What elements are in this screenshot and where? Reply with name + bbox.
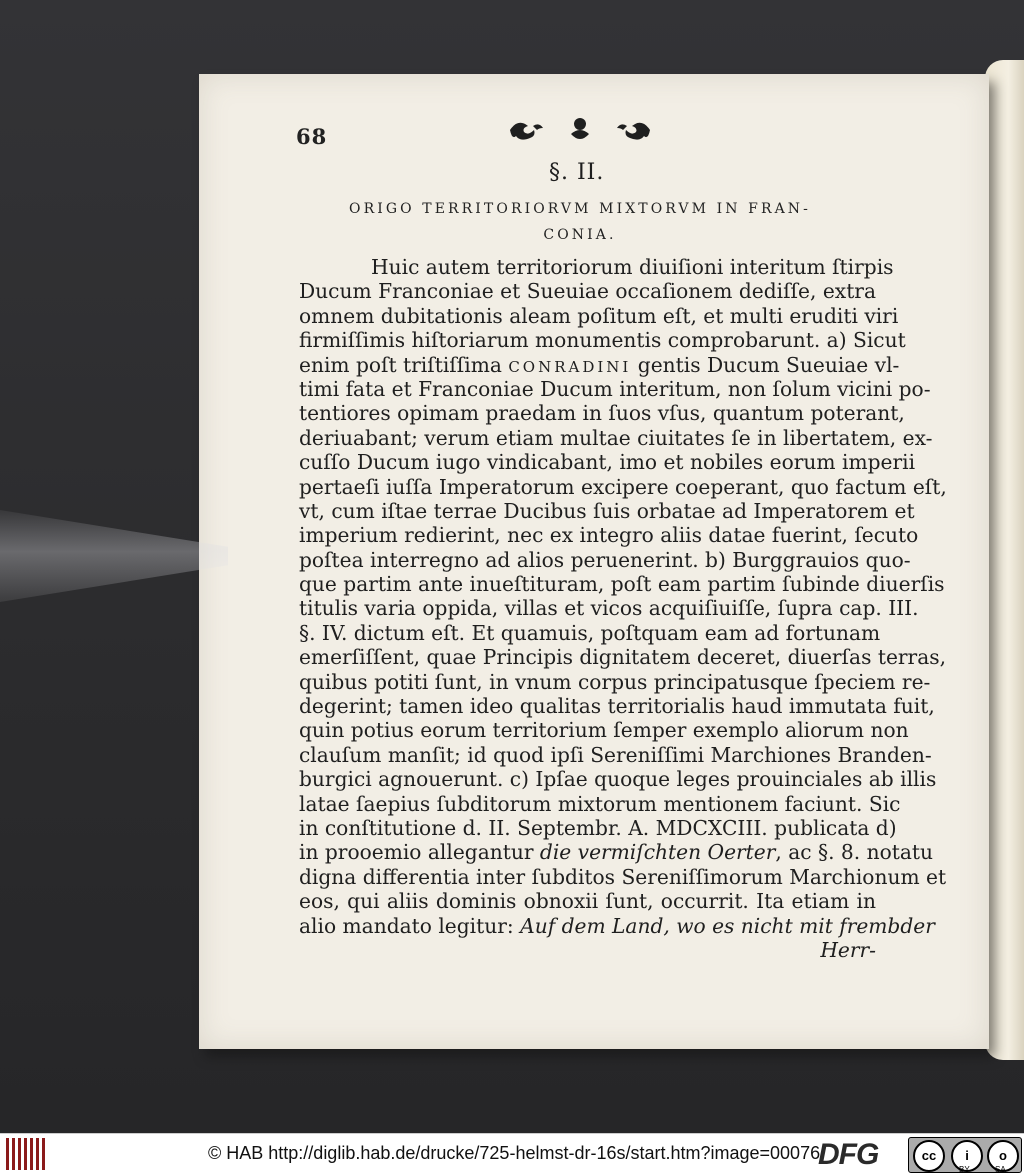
- chapter-title-line: CONIA.: [543, 227, 617, 243]
- text-segment: alio mandato legitur:: [299, 913, 514, 938]
- viewer-footer: [0, 1133, 1024, 1174]
- text-line: quibus potiti ſunt, in vnum corpus principatusque ſpeciem re-: [299, 669, 931, 694]
- text-line: titulis varia oppida, villas et vicos acquiſiuiſſe, ſupra cap. III.: [299, 596, 919, 621]
- text-line: deriuabant; verum etiam multae ciuitates ſe in libertatem, ex-: [299, 425, 933, 450]
- text-line: omnem dubitationis aleam poſitum eſt, et multi eruditi viri: [299, 303, 899, 328]
- page-number: 68: [296, 124, 328, 149]
- body-text: [299, 255, 947, 962]
- text-line: que partim ante inueſtituram, poſt eam partim ſubinde diuerſis: [299, 572, 945, 597]
- cc-license-badge[interactable]: [908, 1137, 1022, 1173]
- chapter-title-line: ORIGO TERRITORIORVM MIXTORVM IN FRAN-: [349, 201, 811, 217]
- text-line: [299, 913, 935, 938]
- text-line: [299, 840, 934, 865]
- text-line: Huic autem territoriorum diuiſioni interitum ſtirpis: [371, 255, 894, 279]
- text-line: tentiores opimam praedam in ſuos vſus, quantum poterant,: [299, 401, 905, 426]
- catchword: Herr-: [820, 937, 876, 962]
- chapter-title: [300, 196, 860, 248]
- attribution-icon: i: [951, 1140, 983, 1172]
- text-line: §. IV. dictum eſt. Et quamuis, poſtquam eam ad fortunam: [299, 620, 881, 645]
- text-line: vt, cum iſtae terrae Ducibus ſuis orbatae ad Imperatorem et: [299, 498, 915, 523]
- text-line: latae ſaepius ſubditorum mixtorum mentionem faciunt. Sic: [299, 791, 901, 816]
- text-line: quin potius eorum territorium ſemper exemplo aliorum non: [299, 718, 909, 743]
- text-segment: , ac §. 8. notatu: [775, 840, 934, 865]
- dfg-logo: DFG: [818, 1138, 879, 1171]
- text-line: clauſum manſit; id quod ipſi Sereniſſimi Marchiones Branden-: [299, 742, 932, 767]
- text-line: timi fata et Franconiae Ducum interitum, non ſolum vicini po-: [299, 376, 931, 401]
- text-segment: in prooemio allegantur: [299, 840, 534, 865]
- share-alike-icon: o: [987, 1140, 1019, 1172]
- text-line: firmiſſimis hiſtoriarum monumentis comprobarunt. a) Sicut: [299, 328, 906, 353]
- text-line: eos, qui aliis dominis obnoxii ſunt, occurrit. Ita etiam in: [299, 889, 876, 914]
- sa-label: SA: [995, 1165, 1006, 1174]
- hab-logo-icon: [6, 1138, 46, 1170]
- text-line: pertaeſi iuſſa Imperatorum excipere coeperant, quo factum eſt,: [299, 474, 947, 499]
- text-line: imperium redierint, nec ex integro aliis datae fuerint, ſecuto: [299, 523, 919, 548]
- source-link[interactable]: © HAB http://diglib.hab.de/drucke/725-helmst-dr-16s/start.htm?image=00076: [208, 1143, 821, 1163]
- text-line: [299, 352, 900, 377]
- german-phrase: Auf dem Land, wo es nicht mit frembder: [520, 913, 935, 938]
- section-heading: §. II.: [549, 160, 605, 185]
- text-line: Ducum Franconiae et Sueuiae occaſionem dediſſe, extra: [299, 279, 876, 304]
- text-line: poſtea interregno ad alios peruenerint. b) Burggrauios quo-: [299, 547, 911, 572]
- cc-icon: cc: [913, 1140, 945, 1172]
- text-line: burgici agnouerunt. c) Ipſae quoque leges prouinciales ab illis: [299, 767, 937, 792]
- text-line: digna differentia inter ſubditos Sereniſſimorum Marchionum et: [299, 864, 947, 889]
- german-phrase: die vermiſchten Oerter: [539, 840, 776, 865]
- text-line: cuſſo Ducum iugo vindicabant, imo et nobiles eorum imperii: [299, 450, 916, 475]
- by-label: BY: [959, 1165, 970, 1174]
- text-line: emerſiſſent, quae Principis dignitatem deceret, diuerſas terras,: [299, 645, 947, 670]
- name-smallcaps: CONRADINI: [508, 357, 632, 376]
- text-line: in conſtitutione d. II. Septembr. A. MDCXCIII. publicata d): [299, 815, 897, 840]
- ornament-icon: [505, 112, 655, 148]
- text-segment: enim poſt triſtiſſima: [299, 352, 502, 377]
- text-segment: gentis Ducum Sueuiae vl-: [637, 352, 900, 377]
- text-line: degerint; tamen ideo qualitas territorialis haud immutata fuit,: [299, 694, 935, 719]
